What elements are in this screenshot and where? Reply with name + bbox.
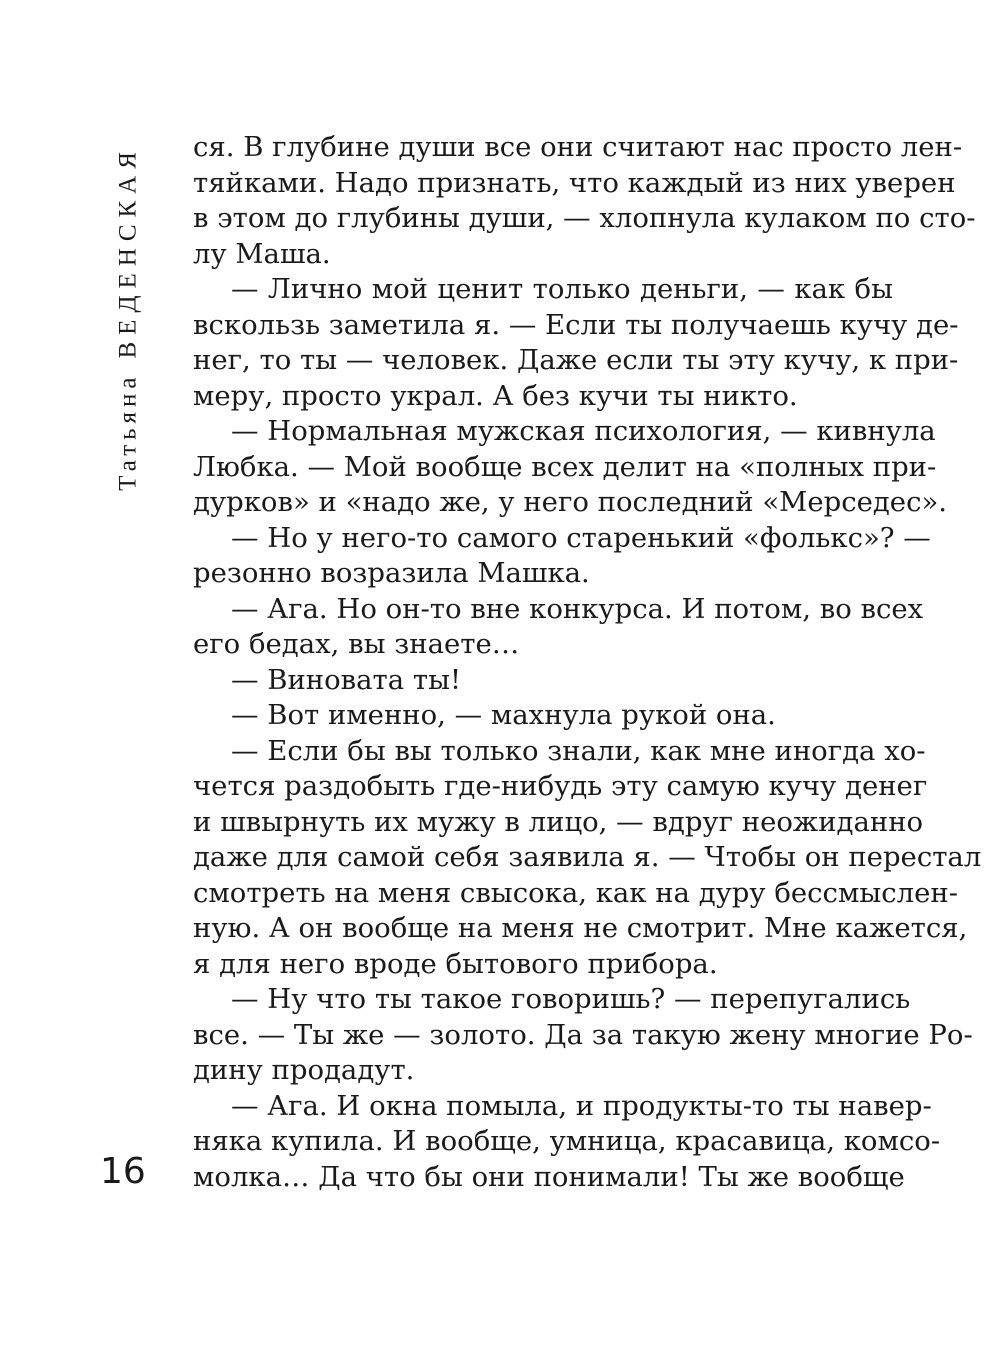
text-line: — Ага. Но он-то вне конкурса. И потом, во всех	[231, 592, 924, 625]
author-last-name: ВЕДЕНСКАЯ	[114, 145, 142, 359]
text-line: — Ага. И окна помыла, и продукты-то ты навер-	[231, 1089, 932, 1122]
text-line: меру, просто украл. А без кучи ты никто.	[193, 379, 798, 412]
text-line: даже для самой себя заявила я. — Чтобы он перестал	[193, 841, 982, 873]
text-line: вскользь заметила я. — Если ты получаешь кучу де-	[193, 308, 959, 341]
text-line: — Лично мой ценит только деньги, — как бы	[231, 273, 893, 305]
text-line: дину продадут.	[193, 1054, 415, 1086]
body-text	[193, 130, 982, 1195]
text-line: дурков» и «надо же, у него последний «Мерседес».	[193, 486, 948, 518]
text-line: тяйками. Надо признать, что каждый из них уверен	[193, 166, 956, 199]
text-line: — Нормальная мужская психология, — кивнула	[231, 415, 936, 447]
text-line: Любка. — Мой вообще всех делит на «полных при-	[193, 450, 937, 483]
author-first-name: Татьяна	[114, 372, 142, 491]
text-line: резонно возразила Машка.	[193, 557, 590, 589]
text-line: ную. А он вообще на меня не смотрит. Мне кажется,	[193, 912, 968, 944]
text-line: — Вот именно, — махнула рукой она.	[231, 699, 776, 731]
text-line: молка… Да что бы они понимали! Ты же вообще	[193, 1160, 905, 1193]
text-line: няка купила. И вообще, умница, красавица, комсо-	[193, 1125, 941, 1157]
text-line: — Если бы вы только знали, как мне иногда хо-	[231, 734, 926, 767]
text-line: и швырнуть их мужу в лицо, — вдруг неожиданно	[193, 805, 924, 838]
text-line: все. — Ты же — золото. Да за такую жену многие Ро-	[193, 1018, 973, 1051]
text-line: смотреть на меня свысока, как на дуру бессмыслен-	[193, 876, 959, 909]
running-head-author	[116, 145, 141, 491]
text-line: — Но у него-то самого старенький «фолькс»? —	[231, 521, 931, 554]
page-number: 16	[100, 1151, 146, 1192]
text-line: его бедах, вы знаете…	[193, 628, 520, 660]
text-line: в этом до глубины души, — хлопнула кулаком по сто-	[193, 202, 976, 234]
text-line: я для него вроде бытового прибора.	[193, 947, 718, 980]
text-line: нег, то ты — человек. Даже если ты эту кучу, к при-	[193, 344, 959, 376]
text-line: — Ну что ты такое говоришь? — перепугались	[231, 983, 911, 1015]
text-line: чется раздобыть где-нибудь эту самую кучу денег	[193, 770, 928, 802]
text-line: — Виновата ты!	[231, 663, 462, 696]
text-line: лу Маша.	[193, 237, 331, 270]
text-line: ся. В глубине души все они считают нас просто лен-	[193, 131, 963, 163]
